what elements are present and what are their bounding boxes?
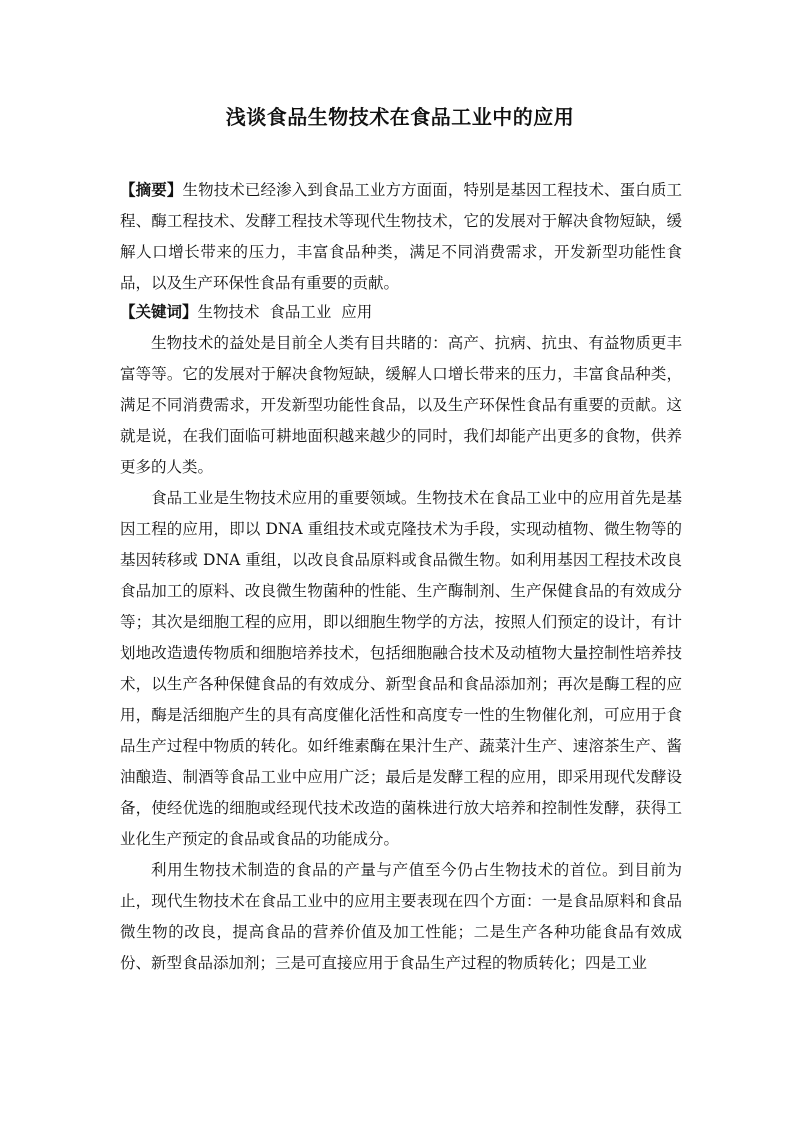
body-paragraph: 食品工业是生物技术应用的重要领域。生物技术在食品工业中的应用首先是基因工程的应用，即以 DNA 重组技术或克隆技术为手段，实现动植物、微生物等的基因转移或 DNA 重组，以改良食品原料或食品微生物。如利用基因工程技术改良食品加工的原料、改良微生物菌种的性能、生产酶制剂、生产保健食品的有效成分等；其次是细胞工程的应用，即以细胞生物学的方法，按照人们预定的设计，有计划地改造遗传物质和细胞培养技术，包括细胞融合技术及动植物大量控制性培养技术，以生产各种保健食品的有效成分、新型食品和食品添加剂；再次是酶工程的应用，酶是活细胞产生的具有高度催化活性和高度专一性的生物催化剂，可应用于食品生产过程中物质的转化。如纤维素酶在果汁生产、蔬菜汁生产、速溶茶生产、酱油酿造、制酒等食品工业中应用广泛；最后是发酵工程的应用，即采用现代发酵设备，使经优选的细胞或经现代技术改造的菌株进行放大培养和控制性发酵，获得工业化生产预定的食品或食品的功能成分。 <box>120 489 682 848</box>
document-title: 浅谈食品生物技术在食品工业中的应用 <box>225 105 575 129</box>
body-paragraph: 利用生物技术制造的食品的产量与产值至今仍占生物技术的首位。到目前为止，现代生物技术在食品工业中的应用主要表现在四个方面：一是食品原料和食品微生物的改良，提高食品的营养价值及加工性能；二是生产各种功能食品有效成份、新型食品添加剂；三是可直接应用于食品生产过程的物质转化；四是工业 <box>120 861 682 972</box>
body-text <box>120 328 682 979</box>
keywords-text: 生物技术 食品工业 应用 <box>197 303 373 321</box>
abstract-text: 生物技术已经渗入到食品工业方方面面，特别是基因工程技术、蛋白质工程、酶工程技术、发酵工程技术等现代生物技术，它的发展对于解决食物短缺，缓解人口增长带来的压力，丰富食品种类，满足不同消费需求，开发新型功能性食品，以及生产环保性食品有重要的贡献。 <box>120 181 682 292</box>
abstract-section <box>120 174 682 299</box>
body-paragraph: 生物技术的益处是目前全人类有目共睹的：高产、抗病、抗虫、有益物质更丰富等等。它的发展对于解决食物短缺，缓解人口增长带来的压力，丰富食品种类，满足不同消费需求，开发新型功能性食品，以及生产环保性食品有重要的贡献。这就是说，在我们面临可耕地面积越来越少的同时，我们却能产出更多的食物，供养更多的人类。 <box>120 334 682 476</box>
abstract-label: 【摘要】 <box>120 180 183 199</box>
keywords-label: 【关键词】 <box>120 302 198 321</box>
keywords-section <box>120 297 682 327</box>
